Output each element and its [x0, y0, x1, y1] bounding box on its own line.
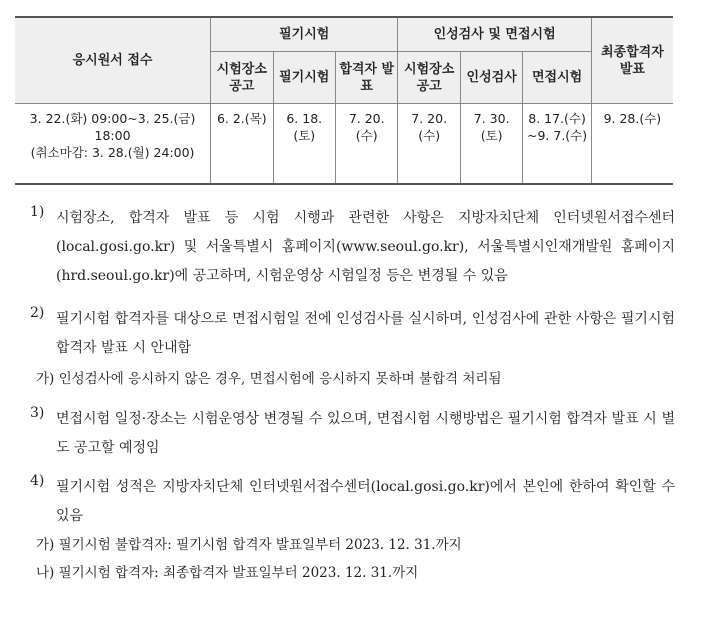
header-written-venue: 시험장소 공고	[211, 52, 273, 104]
cell-interview: 8. 17.(수) ~9. 7.(수)	[523, 104, 591, 185]
note-text: 시험장소, 합격자 발표 등 시험 시행과 관련한 사항은 지방자치단체 인터넷원서접수센터(local.gosi.go.kr) 및 서울특별시 홈페이지(www.seoul.go.kr), 서울특별시인재개발원 홈페이지(hrd.seoul.go.kr)에 공고하며, 시험운영상 시험일정 등은 변경될 수 있음	[56, 210, 675, 284]
cell-final-announcement: 9. 28.(수)	[591, 104, 673, 185]
header-application: 응시원서 접수	[15, 17, 211, 104]
note-number: 4)	[30, 473, 45, 489]
cell-application-period	[15, 104, 211, 185]
header-aptitude-test: 인성검사	[460, 52, 522, 104]
note-4-sub-b: 나) 필기시험 합격자: 최종합격자 발표일부터 2023. 12. 31.까지	[36, 565, 419, 581]
note-number: 3)	[30, 405, 45, 421]
note-4-sub-a: 가) 필기시험 불합격자: 필기시험 합격자 발표일부터 2023. 12. 31.까지	[36, 537, 462, 553]
cell-written-result: 7. 20.(수)	[335, 104, 397, 185]
header-aptitude-venue: 시험장소 공고	[398, 52, 460, 104]
cell-aptitude-venue: 7. 20.(수)	[398, 104, 460, 185]
cancellation-deadline-text: (취소마감: 3. 28.(월) 24:00)	[30, 145, 195, 160]
note-number: 2)	[30, 305, 45, 321]
application-period-text: 3. 22.(화) 09:00~3. 25.(금) 18:00	[29, 111, 196, 143]
note-text: 면접시험 일정·장소는 시험운영상 변경될 수 있으며, 면접시험 시행방법은 필기시험 합격자 발표 시 별도 공고할 예정임	[56, 411, 675, 456]
cell-written-exam: 6. 18.(토)	[273, 104, 335, 185]
note-number: 1)	[30, 204, 45, 220]
notes-section	[30, 204, 675, 587]
cell-written-venue: 6. 2.(목)	[211, 104, 273, 185]
header-written-exam-date: 필기시험	[273, 52, 335, 104]
note-text: 필기시험 합격자를 대상으로 면접시험일 전에 인성검사를 실시하며, 인성검사에 관한 사항은 필기시험 합격자 발표 시 안내함	[56, 311, 675, 356]
header-written-result: 합격자 발표	[335, 52, 397, 104]
note-2-sub-a: 가) 인성검사에 응시하지 않은 경우, 면접시험에 응시하지 못하며 불합격 처리됨	[36, 371, 502, 387]
header-written-exam: 필기시험	[211, 17, 398, 52]
header-final-announcement: 최종합격자 발표	[591, 17, 673, 104]
note-text: 필기시험 성적은 지방자치단체 인터넷원서접수센터(local.gosi.go.kr)에서 본인에 한하여 확인할 수 있음	[56, 479, 675, 524]
note-2	[30, 305, 675, 363]
header-interview: 면접시험	[523, 52, 591, 104]
note-1	[30, 204, 675, 291]
header-aptitude-interview: 인성검사 및 면접시험	[398, 17, 591, 52]
cell-aptitude-test: 7. 30.(토)	[460, 104, 522, 185]
note-3	[30, 405, 675, 463]
note-4	[30, 473, 675, 531]
exam-schedule-table	[15, 16, 673, 185]
